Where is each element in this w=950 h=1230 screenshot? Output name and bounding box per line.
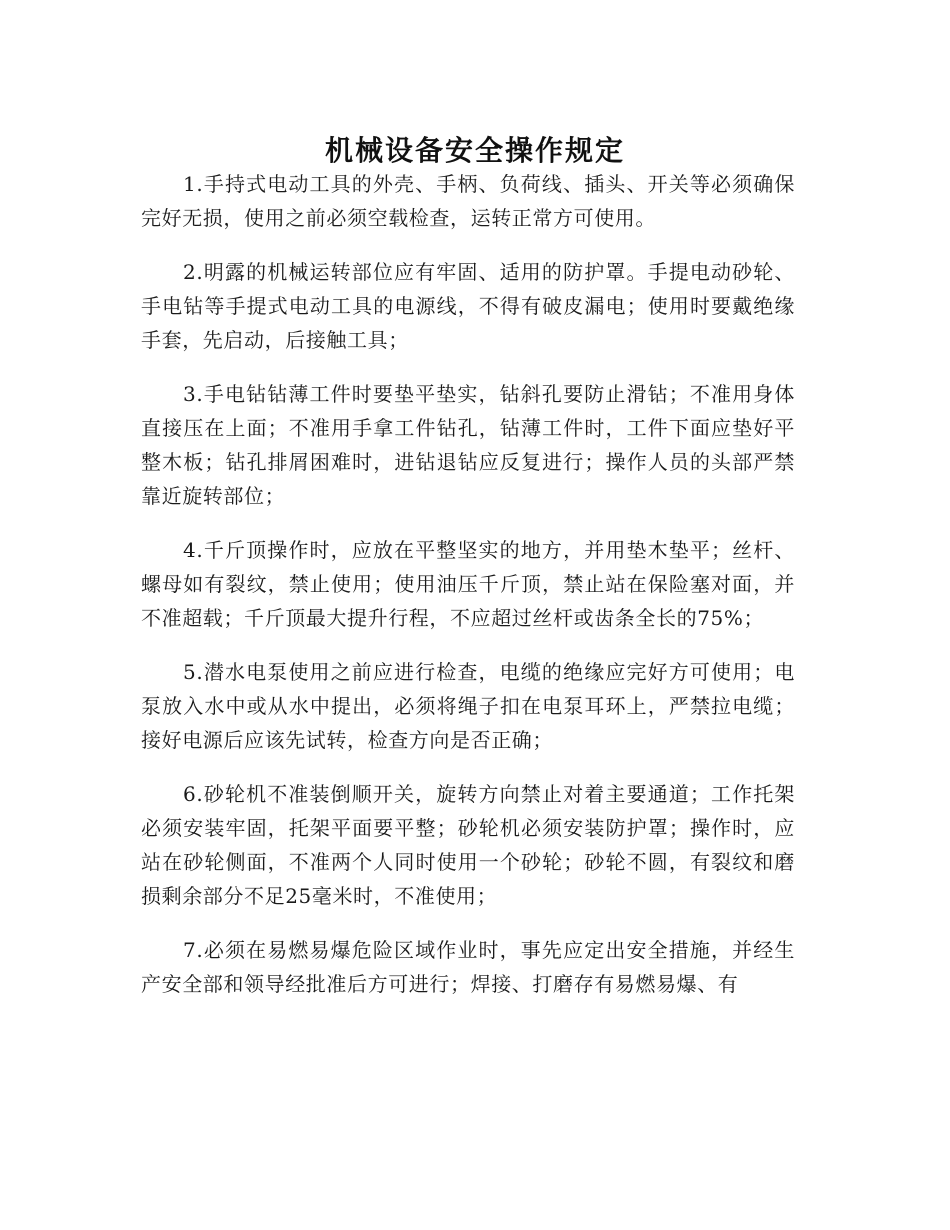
paragraph-3: 3.手电钻钻薄工件时要垫平垫实，钻斜孔要防止滑钻；不准用身体直接压在上面；不准用手拿工件钻孔，钻薄工件时，工件下面应垫好平整木板；钻孔排屑困难时，进钻退钻应反复进行；操作人员的头部严禁靠近旋转部位； — [141, 382, 795, 508]
paragraph-4: 4.千斤顶操作时，应放在平整坚实的地方，并用垫木垫平；丝杆、螺母如有裂纹，禁止使用；使用油压千斤顶，禁止站在保险塞对面，并不准超载；千斤顶最大提升行程，不应超过丝杆或齿条全长的75%； — [141, 538, 795, 630]
paragraph-1: 1.手持式电动工具的外壳、手柄、负荷线、插头、开关等必须确保完好无损，使用之前必须空载检查，运转正常方可使用。 — [141, 172, 795, 230]
paragraph-5: 5.潜水电泵使用之前应进行检查，电缆的绝缘应完好方可使用；电泵放入水中或从水中提出，必须将绳子扣在电泵耳环上，严禁拉电缆；接好电源后应该先试转，检查方向是否正确； — [141, 660, 795, 752]
document-title: 机械设备安全操作规定 — [324, 133, 625, 167]
paragraph-2: 2.明露的机械运转部位应有牢固、适用的防护罩。手提电动砂轮、手电钻等手提式电动工具的电源线，不得有破皮漏电；使用时要戴绝缘手套，先启动，后接触工具； — [141, 260, 795, 352]
document-body — [141, 167, 795, 1021]
paragraph-6: 6.砂轮机不准装倒顺开关，旋转方向禁止对着主要通道；工作托架必须安装牢固，托架平面要平整；砂轮机必须安装防护罩；操作时，应站在砂轮侧面，不准两个人同时使用一个砂轮；砂轮不圆，有裂纹和磨损剩余部分不足25毫米时，不准使用； — [141, 782, 795, 908]
paragraph-7: 7.必须在易燃易爆危险区域作业时，事先应定出安全措施，并经生产安全部和领导经批准后方可进行；焊接、打磨存有易燃易爆、有 — [141, 938, 795, 996]
